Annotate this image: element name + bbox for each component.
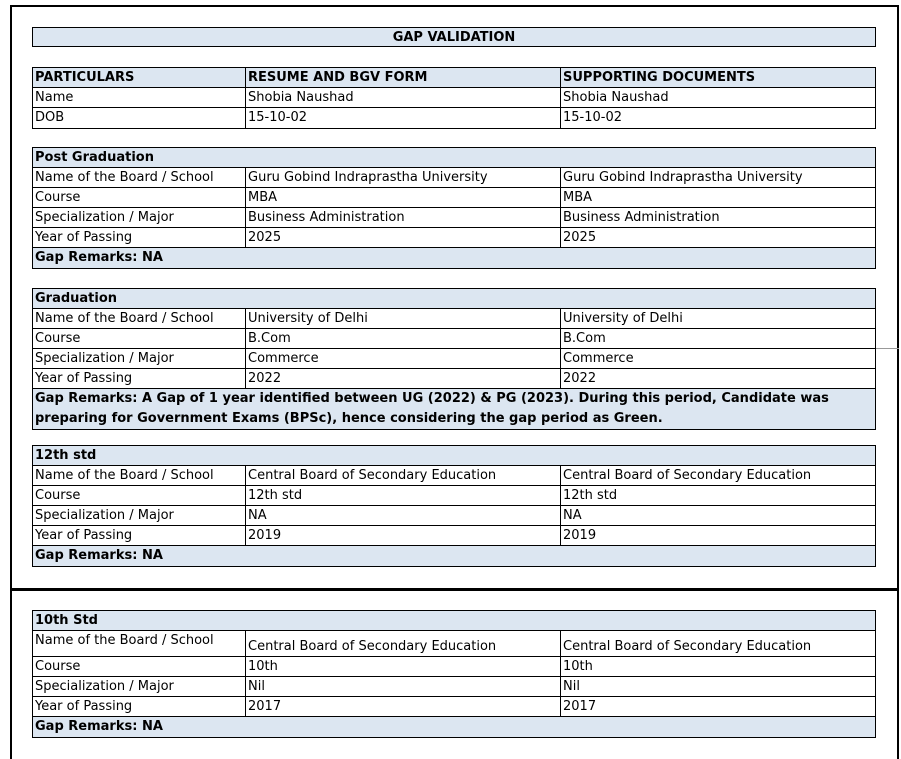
row-docs: MBA: [563, 190, 593, 205]
row-label: Course: [33, 329, 246, 348]
row-label: Year of Passing: [33, 369, 246, 388]
row-docs: Central Board of Secondary Education: [563, 468, 812, 483]
section-heading: Graduation: [35, 291, 118, 306]
row-resume: 2017: [246, 697, 561, 716]
table-row: [33, 349, 875, 369]
row-label: Name: [33, 88, 246, 107]
table-row: [33, 228, 875, 248]
table-row: [33, 486, 875, 506]
row-docs: Commerce: [563, 351, 634, 366]
table-row: [33, 506, 875, 526]
table-row: [33, 369, 875, 389]
tenth-table: [32, 610, 876, 738]
row-label: Year of Passing: [33, 526, 246, 545]
table-row: [33, 188, 875, 208]
row-resume: University of Delhi: [246, 309, 561, 328]
table-row: [33, 657, 875, 677]
row-docs: 2022: [563, 371, 597, 386]
row-label: DOB: [33, 108, 246, 128]
section-heading: Post Graduation: [35, 150, 154, 165]
table-row: [33, 168, 875, 188]
gap-remarks: Gap Remarks: A Gap of 1 year identified between UG (2022) & PG (2023). During this period, Candidate was preparing for Government Exams (BPSc), hence considering the gap period as Green.: [35, 391, 829, 426]
header-row: [33, 68, 875, 88]
row-label: Course: [33, 486, 246, 505]
section-heading-row: [33, 611, 875, 631]
row-label: Name of the Board / School: [33, 309, 246, 328]
row-resume: 2025: [246, 228, 561, 247]
twelfth-table: [32, 445, 876, 567]
row-docs: Nil: [563, 679, 580, 694]
row-resume: 2019: [246, 526, 561, 545]
gap-remarks: Gap Remarks: NA: [35, 548, 163, 563]
header-particulars: PARTICULARS: [33, 68, 246, 87]
row-label: Specialization / Major: [33, 506, 246, 525]
table-row: [33, 208, 875, 228]
section-heading: 12th std: [35, 448, 97, 463]
row-resume: NA: [246, 506, 561, 525]
row-resume: B.Com: [246, 329, 561, 348]
remarks-row: [33, 546, 875, 566]
gap-remarks: Gap Remarks: NA: [35, 250, 163, 265]
row-docs: B.Com: [563, 331, 606, 346]
section-heading-row: [33, 289, 875, 309]
row-docs: 2019: [563, 528, 597, 543]
table-row: [33, 697, 875, 717]
row-docs: 10th: [563, 659, 593, 674]
personal-table: [32, 67, 876, 129]
table-row: [33, 631, 875, 657]
table-row: [33, 677, 875, 697]
remarks-row: [33, 389, 875, 429]
row-resume: 10th: [246, 657, 561, 676]
row-label: Name of the Board / School: [33, 631, 246, 656]
row-label: Year of Passing: [33, 697, 246, 716]
section-heading-row: [33, 446, 875, 466]
page-title: GAP VALIDATION: [392, 30, 516, 45]
row-resume: Nil: [246, 677, 561, 696]
row-resume: Shobia Naushad: [246, 88, 561, 107]
row-docs: 12th std: [563, 488, 618, 503]
header-resume: RESUME AND BGV FORM: [246, 68, 561, 87]
row-docs: NA: [563, 508, 582, 523]
row-label: Name of the Board / School: [33, 466, 246, 485]
row-resume: Commerce: [246, 349, 561, 368]
post-graduation-table: [32, 147, 876, 269]
row-docs: Business Administration: [563, 210, 720, 225]
title-bar: [32, 27, 876, 47]
table-row: [33, 466, 875, 486]
row-docs: Shobia Naushad: [563, 90, 669, 105]
row-label: Course: [33, 188, 246, 207]
gap-remarks: Gap Remarks: NA: [35, 719, 163, 734]
row-docs: Central Board of Secondary Education: [563, 639, 812, 654]
table-row: [33, 309, 875, 329]
table-row: [33, 88, 875, 108]
header-docs: SUPPORTING DOCUMENTS: [563, 70, 756, 85]
row-docs: University of Delhi: [563, 311, 683, 326]
row-docs: 2017: [563, 699, 597, 714]
row-label: Course: [33, 657, 246, 676]
row-resume: MBA: [246, 188, 561, 207]
row-resume: Central Board of Secondary Education: [246, 466, 561, 485]
remarks-row: [33, 717, 875, 737]
row-resume: Central Board of Secondary Education: [246, 631, 561, 656]
table-row: [33, 108, 875, 128]
remarks-row: [33, 248, 875, 268]
section-heading: 10th Std: [35, 613, 98, 628]
row-resume: 12th std: [246, 486, 561, 505]
row-resume: 2022: [246, 369, 561, 388]
row-docs: 15-10-02: [563, 110, 623, 125]
row-label: Year of Passing: [33, 228, 246, 247]
table-row: [33, 526, 875, 546]
section-heading-row: [33, 148, 875, 168]
row-label: Specialization / Major: [33, 677, 246, 696]
row-resume: Guru Gobind Indraprastha University: [246, 168, 561, 187]
row-label: Specialization / Major: [33, 208, 246, 227]
row-label: Specialization / Major: [33, 349, 246, 368]
row-docs: 2025: [563, 230, 597, 245]
table-row: [33, 329, 875, 349]
row-docs: Guru Gobind Indraprastha University: [563, 170, 803, 185]
row-resume: 15-10-02: [246, 108, 561, 128]
graduation-table: [32, 288, 876, 430]
divider: [876, 348, 899, 349]
row-label: Name of the Board / School: [33, 168, 246, 187]
row-resume: Business Administration: [246, 208, 561, 227]
